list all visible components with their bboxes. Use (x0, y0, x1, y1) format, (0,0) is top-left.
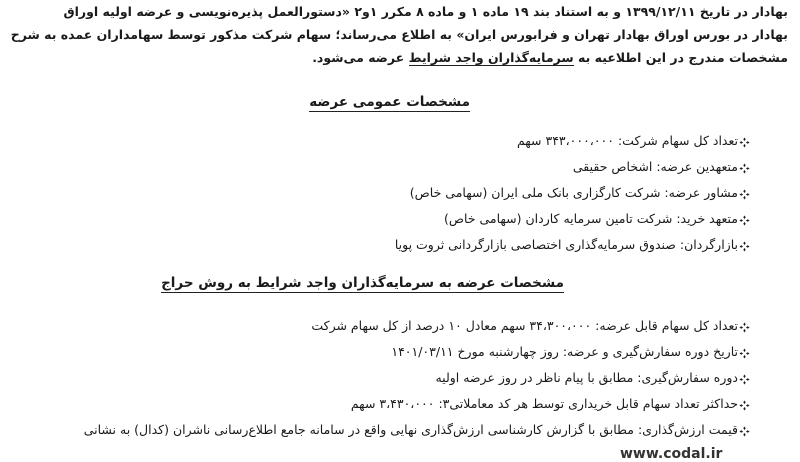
section-general-heading: مشخصات عمومی عرضه (309, 94, 470, 110)
bullet-icon (739, 137, 750, 148)
auction-item-max-per-code: حداکثر تعداد سهام قابل خریداری توسط هر کد معاملاتی۳: ۳،۴۳۰،۰۰۰ سهم (350, 396, 738, 411)
auction-item-order-period: دوره سفارش‌گیری: مطابق با پیام ناظر در روز عرضه اولیه (435, 370, 738, 385)
bullet-icon (739, 189, 750, 200)
general-item-total-shares: تعداد کل سهام شرکت: ۳۴۳،۰۰۰،۰۰۰ سهم (516, 133, 738, 148)
bullet-icon (739, 400, 750, 411)
bullet-icon (739, 241, 750, 252)
auction-item-total-offerable: تعداد کل سهام قابل عرضه: ۳۴،۳۰۰،۰۰۰ سهم معادل ۱۰ درصد از کل سهام شرکت (311, 318, 738, 333)
bullet-icon (739, 374, 750, 385)
general-item-offer-advisor: مشاور عرضه: شرکت کارگزاری بانک ملی ایران (سهامی خاص) (409, 185, 738, 200)
section-auction-heading: مشخصات عرضه به سرمایه‌گذاران واجد شرایط به روش حراج (161, 275, 564, 291)
bullet-icon (739, 426, 750, 437)
intro-line-1: بهادار در تاریخ ۱۳۹۹/۱۲/۱۱ و به استناد بند ۱۹ ماده ۱ و ماده ۸ مکرر ۱و۲ «دستورالعمل پذیره‌نویسی و عرضه اولیه اوراق (63, 4, 788, 19)
auction-item-order-period-date: تاریخ دوره سفارش‌گیری و عرضه: روز چهارشنبه مورخ ۱۴۰۱/۰۳/۱۱ (391, 344, 738, 359)
intro-line-2: بهادار در بورس اوراق بهادار تهران و فرابورس ایران» به اطلاع می‌رساند؛ سهام شرکت مذکور توسط سهامداران عمده به شرح (10, 27, 788, 42)
intro-qualified-investors: سرمایه‌گذاران واجد شرایط (408, 50, 574, 65)
bullet-icon (739, 163, 750, 174)
intro-line-3-start: مشخصات مندرج در این اطلاعیه به (578, 50, 788, 65)
bullet-icon (739, 348, 750, 359)
auction-item-valuation-price: قیمت ارزش‌گذاری: مطابق با گزارش کارشناسی ارزش‌گذاری نهایی واقع در سامانه جامع اطلاع‌رسانی ناشران (کدال) به نشانی (83, 422, 738, 437)
bullet-icon (739, 322, 750, 333)
general-item-purchase-undertaker: متعهد خرید: شرکت تامین سرمایه کاردان (سهامی خاص) (443, 211, 738, 226)
intro-line-3 (312, 50, 788, 65)
intro-line-3-end: عرضه می‌شود. (312, 50, 405, 65)
general-item-offer-undertakers: متعهدین عرضه: اشخاص حقیقی (572, 159, 738, 174)
bullet-icon (739, 215, 750, 226)
codal-link-partial: www.codal.ir (620, 446, 723, 462)
general-item-market-maker: بازارگردان: صندوق سرمایه‌گذاری اختصاصی بازارگردانی ثروت پویا (394, 237, 738, 252)
